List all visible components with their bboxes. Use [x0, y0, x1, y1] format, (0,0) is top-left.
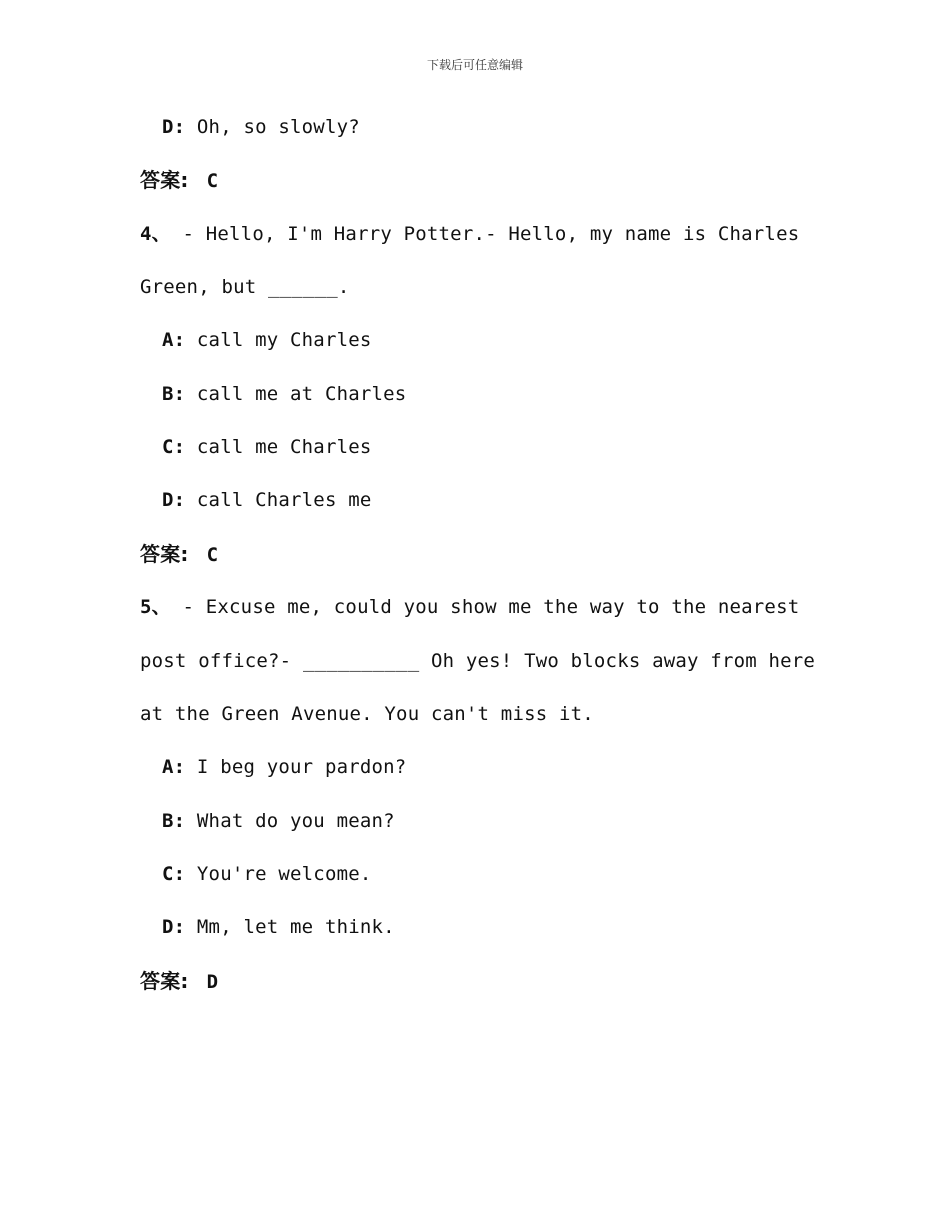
- q5-stem-line3: at the Green Avenue. You can't miss it.: [140, 703, 594, 725]
- q4-stem-line1: [140, 221, 799, 247]
- q4-option-b: [162, 381, 406, 407]
- q5-option-a: [162, 754, 406, 780]
- prev-option-d: [162, 114, 360, 140]
- q5-stem-line2: post office?- __________ Oh yes! Two blocks away from here: [140, 650, 816, 672]
- option-text: call my Charles: [196, 329, 372, 351]
- question-number: 5、: [140, 596, 171, 618]
- q4-option-c: [162, 434, 372, 460]
- answer-label: 答案:: [140, 168, 189, 192]
- question-stem: - Excuse me, could you show me the way to the nearest: [170, 596, 800, 618]
- option-letter: A:: [162, 329, 186, 351]
- question-stem: - Hello, I'm Harry Potter.- Hello, my name is Charles: [170, 223, 800, 245]
- option-letter: B:: [162, 810, 186, 832]
- answer-label: 答案:: [140, 969, 189, 993]
- option-letter: C:: [162, 436, 186, 458]
- q4-option-a: [162, 327, 372, 353]
- answer-value: C: [206, 170, 219, 192]
- option-text: You're welcome.: [196, 863, 372, 885]
- q5-option-d: [162, 914, 395, 940]
- q4-stem-line2: Green, but ______.: [140, 276, 350, 298]
- option-text: call me Charles: [196, 436, 372, 458]
- q5-option-c: [162, 861, 372, 887]
- q4-option-d: [162, 487, 372, 513]
- option-text: What do you mean?: [196, 810, 395, 832]
- option-letter: B:: [162, 383, 186, 405]
- option-text: Oh, so slowly?: [196, 116, 360, 138]
- option-text: call me at Charles: [196, 383, 407, 405]
- q5-answer: [140, 968, 218, 995]
- answer-value: C: [206, 544, 219, 566]
- question-number: 4、: [140, 223, 171, 245]
- q5-option-b: [162, 808, 395, 834]
- option-text: I beg your pardon?: [196, 756, 407, 778]
- q4-answer: [140, 541, 218, 568]
- answer-value: D: [206, 971, 219, 993]
- option-text: call Charles me: [196, 489, 372, 511]
- option-letter: D:: [162, 916, 186, 938]
- option-letter: A:: [162, 756, 186, 778]
- prev-answer: [140, 167, 218, 194]
- option-letter: D:: [162, 489, 186, 511]
- q5-stem-line1: [140, 594, 799, 620]
- option-text: Mm, let me think.: [196, 916, 395, 938]
- answer-label: 答案:: [140, 542, 189, 566]
- option-letter: D:: [162, 116, 186, 138]
- option-letter: C:: [162, 863, 186, 885]
- page-header: 下载后可任意编辑: [426, 58, 523, 72]
